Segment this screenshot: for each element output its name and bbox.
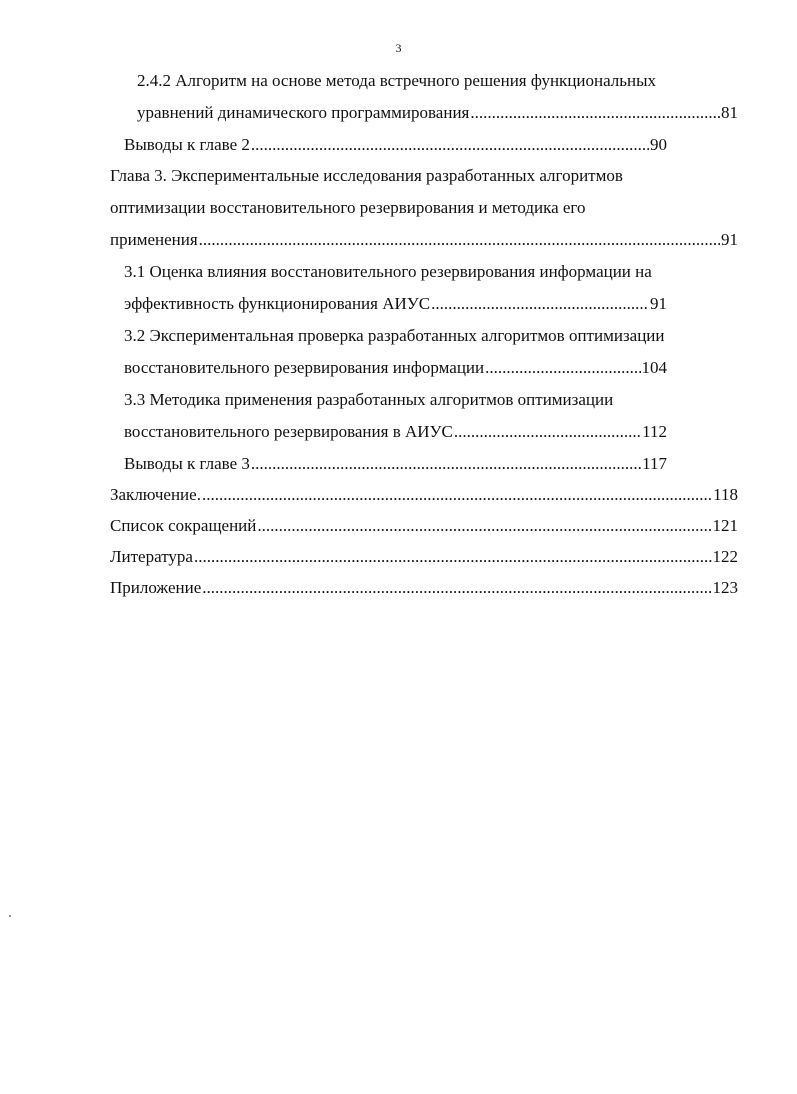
toc-page-number: 90 bbox=[650, 135, 667, 154]
dot-leader bbox=[470, 101, 720, 125]
toc-entry-literature[interactable] bbox=[110, 545, 738, 569]
toc-entry-text: Приложение bbox=[110, 578, 202, 597]
dot-leader bbox=[251, 133, 649, 157]
toc-entry-text: Литература bbox=[110, 547, 193, 566]
toc-page-number: 123 bbox=[712, 578, 738, 597]
toc-entry-text: применения bbox=[110, 230, 198, 249]
toc-entry-text: 2.4.2 Алгоритм на основе метода встречного решения функциональных bbox=[137, 71, 657, 90]
toc-entry-abbreviations[interactable] bbox=[110, 514, 738, 538]
toc-entry-3-1-title bbox=[124, 260, 652, 284]
dot-leader bbox=[251, 452, 641, 476]
toc-page-number: 117 bbox=[642, 454, 667, 473]
toc-entry-text: восстановительного резервирования информации bbox=[124, 358, 485, 377]
dot-leader bbox=[257, 514, 711, 538]
toc-entry-text: Выводы к главе 2 bbox=[124, 135, 250, 154]
toc-page-number: 112 bbox=[642, 422, 667, 441]
scan-speck bbox=[9, 915, 11, 917]
dot-leader bbox=[199, 228, 720, 252]
toc-page-number: 91 bbox=[650, 294, 667, 313]
toc-entry-text: эффективность функционирования АИУС bbox=[124, 294, 431, 313]
toc-page-number: 121 bbox=[712, 516, 738, 535]
toc-entry-text: 3.3 Методика применения разработанных алгоритмов оптимизации bbox=[124, 390, 614, 409]
toc-entry-3-3-title bbox=[124, 388, 613, 412]
toc-chapter-3-title bbox=[110, 164, 623, 188]
toc-entry-3-2-title bbox=[124, 324, 665, 348]
toc-entry-conclusion[interactable] bbox=[110, 483, 738, 507]
dot-leader bbox=[202, 576, 711, 600]
toc-entry-text: Выводы к главе 3 bbox=[124, 454, 250, 473]
dot-leader bbox=[202, 483, 712, 507]
dot-leader bbox=[485, 356, 640, 380]
toc-entry-appendix[interactable] bbox=[110, 576, 738, 600]
toc-entry-text: Список сокращений bbox=[110, 516, 257, 535]
dot-leader bbox=[454, 420, 641, 444]
toc-entry-text: оптимизации восстановительного резервирования и методика его bbox=[110, 198, 586, 217]
toc-chapter-3-title-cont bbox=[110, 196, 585, 220]
toc-entry-text: 3.2 Экспериментальная проверка разработанных алгоритмов оптимизации bbox=[124, 326, 665, 345]
dot-leader bbox=[194, 545, 712, 569]
toc-chapter-3[interactable] bbox=[110, 228, 738, 252]
toc-entry-text: восстановительного резервирования в АИУС bbox=[124, 422, 453, 441]
page-number: 3 bbox=[395, 41, 402, 55]
toc-entry-text: Заключение. bbox=[110, 485, 201, 504]
toc-entry-text: 3.1 Оценка влияния восстановительного резервирования информации на bbox=[124, 262, 652, 281]
toc-entry-3-2[interactable] bbox=[124, 356, 667, 380]
toc-entry-3-1[interactable] bbox=[124, 292, 667, 316]
toc-page-number: 118 bbox=[713, 485, 738, 504]
toc-entry-3-3[interactable] bbox=[124, 420, 667, 444]
dot-leader bbox=[431, 292, 649, 316]
toc-page-number: 91 bbox=[721, 230, 738, 249]
toc-page-number: 122 bbox=[712, 547, 738, 566]
toc-entry-chapter-3-conclusions[interactable] bbox=[124, 452, 667, 476]
toc-page-number: 81 bbox=[721, 103, 738, 122]
toc-entry-2-4-2[interactable] bbox=[137, 101, 738, 125]
toc-page-number: 104 bbox=[641, 358, 667, 377]
toc-entry-chapter-2-conclusions[interactable] bbox=[124, 133, 667, 157]
toc-entry-2-4-2-title bbox=[137, 69, 656, 93]
toc-entry-text: уравнений динамического программирования bbox=[137, 103, 470, 122]
toc-entry-text: Глава 3. Экспериментальные исследования разработанных алгоритмов bbox=[110, 166, 623, 185]
